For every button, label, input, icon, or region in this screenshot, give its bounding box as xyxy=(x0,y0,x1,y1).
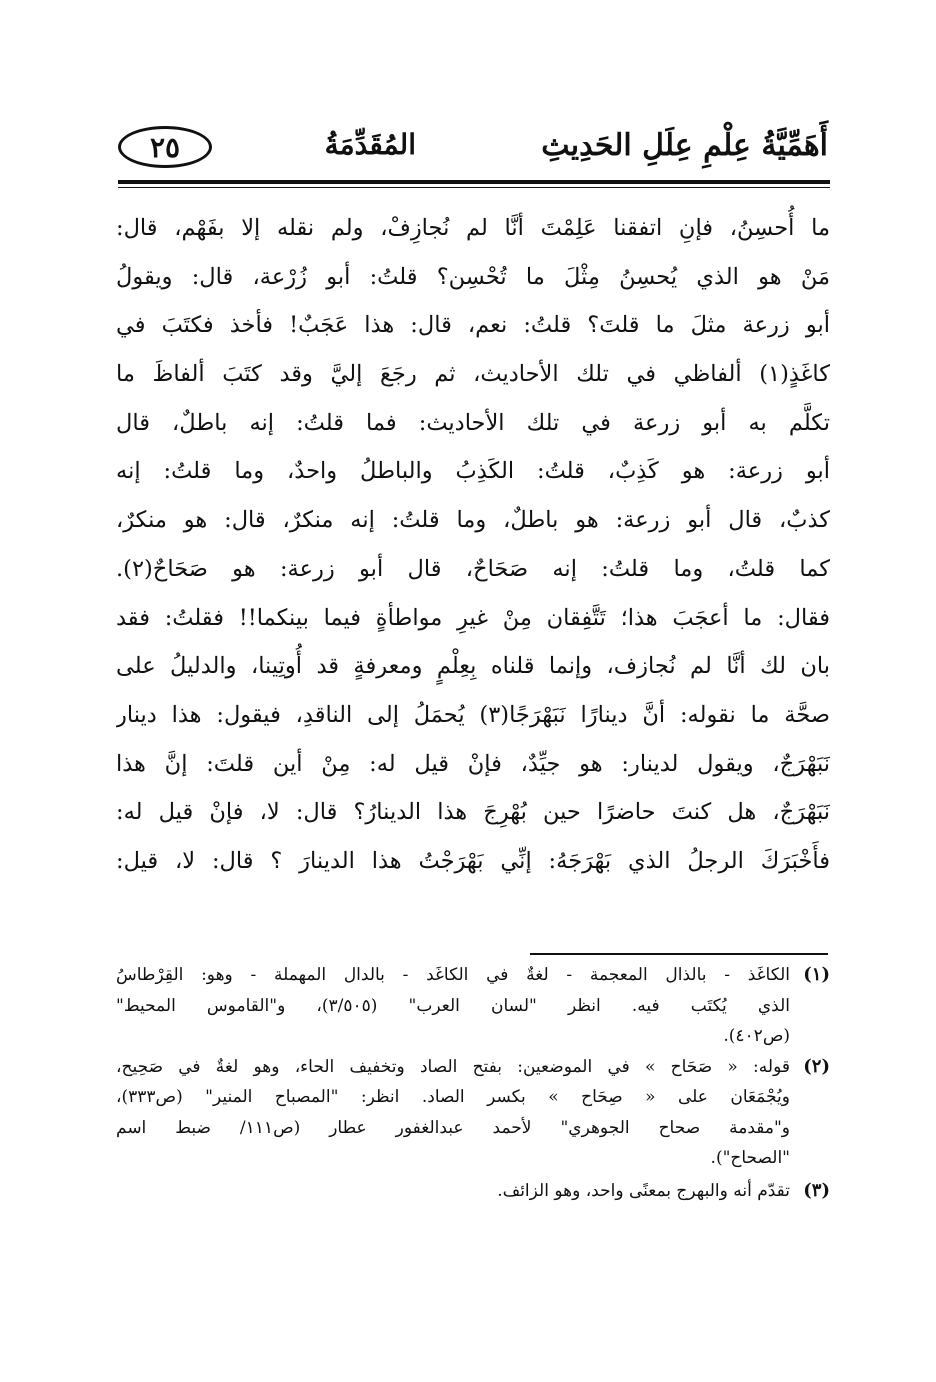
text-line: نَبَهْرَجٌ، هل كنتَ حاضرًا حين بُهْرِجَ هذا الدينارُ؟ قال: لا، فإنْ قيل له: xyxy=(116,799,830,826)
footnote-1 xyxy=(116,960,830,1052)
running-title: أَهَمِّيَّةُ عِلْمِ عِلَلِ الحَدِيثِ xyxy=(541,128,828,163)
text-line: صحَّة ما نقوله: أنَّ دينارًا نَبَهْرَجًا(٣) يُحمَلُ إلى الناقدِ، فيقول: هذا دينار xyxy=(116,701,830,728)
section-name: المُقَدِّمَةُ xyxy=(324,128,416,161)
footnote-marker: (٢) xyxy=(803,1055,830,1077)
header-rule-thin xyxy=(118,187,830,188)
footnote-3 xyxy=(116,1174,830,1208)
footnote-line: قوله: « صَحَاح » في الموضعين: بفتح الصاد وتخفيف الحاء، وهو لغةٌ في صَحِيح، xyxy=(116,1056,790,1077)
text-line: كما قلتُ، وما قلتُ: إنه صَحَاحٌ، قال أبو زرعة: هو صَحَاحٌ(٢). xyxy=(116,555,830,582)
footnote-line: الذي يُكتَب فيه. انظر "لسان العرب" (٣/٥٠٥)، و"القاموس المحيط" xyxy=(116,995,790,1016)
footnote-line: (ص٤٠٢). xyxy=(723,1026,790,1046)
text-line: ما أُحسِنُ، فإنِ اتفقنا عَلِمْتَ أنَّا لم نُجازِفْ، ولم نقله إلا بفَهْم، قال: xyxy=(116,215,830,241)
footnote-line: الكاغَذ - بالذال المعجمة - لغةٌ في الكاغَد - بالدال المهملة - وهو: القِرْطاسُ xyxy=(116,965,790,985)
text-line: أبو زرعة مثلَ ما قلتَ؟ قلتُ: نعم، قال: هذا عَجَبٌ! فأخذ فكتَبَ في xyxy=(116,312,830,339)
text-line: أبو زرعة: هو كَذِبٌ، قلتُ: الكَذِبُ والباطلُ واحدٌ، وما قلتُ: إنه xyxy=(116,458,830,485)
main-text xyxy=(116,204,830,886)
page-number: ٢٥ xyxy=(149,130,181,164)
text-line: مَنْ هو الذي يُحسِنُ مِثْلَ ما تُحْسِن؟ قلتُ: أبو زُرْعة، قال: ويقولُ xyxy=(116,263,830,290)
footnote-line: "الصحاح"). xyxy=(710,1148,790,1168)
text-line: بان لك أنَّا لم نُجازف، وإنما قلناه بِعِلْمٍ ومعرفةٍ قد أُوتِينا، والدليلُ على xyxy=(116,653,830,680)
footnote-divider xyxy=(530,953,828,955)
text-line: كذبٌ، قال أبو زرعة: هو باطلٌ، وما قلتُ: إنه منكرٌ، قال: هو منكرٌ، xyxy=(116,507,830,534)
footnote-marker: (٣) xyxy=(803,1179,830,1201)
page-number-badge xyxy=(118,126,212,168)
text-line: فأَخْبَرَكَ الرجلُ الذي بَهْرَجَهُ: إنِّي بَهْرَجْتُ هذا الدينارَ ؟ قال: لا، قيل: xyxy=(116,847,830,874)
header-rule-thick xyxy=(118,180,830,184)
text-line: كاغَذٍ(١) ألفاظي في تلك الأحاديث، ثم رجَعَ إليَّ وقد كتَبَ ألفاظَ ما xyxy=(116,361,830,388)
text-line: فقال: ما أعجَبَ هذا؛ تَتَّفِقان مِنْ غيرِ مواطأةٍ فيما بينكما!! فقلتُ: فقد xyxy=(116,604,830,631)
footnote-2 xyxy=(116,1052,830,1174)
footnotes xyxy=(116,960,830,1208)
text-line: نَبَهْرَجٌ، ويقول لدينار: هو جيِّدٌ، فإنْ قيل له: مِنْ أين قلتَ: إنَّ هذا xyxy=(116,750,830,777)
footnote-line: ويُجْمَعَان على « صِحَاح » بكسر الصاد. انظر: "المصباح المنير" (ص٣٣٣)، xyxy=(116,1087,790,1107)
text-line: تكلَّم به أبو زرعة في تلك الأحاديث: فما قلتُ: إنه باطلٌ، قال xyxy=(116,409,830,436)
page-header xyxy=(118,118,828,180)
footnote-line: تقدّم أنه والبهرج بمعنًى واحد، وهو الزائف. xyxy=(497,1180,790,1201)
footnote-marker: (١) xyxy=(803,964,830,985)
footnote-line: و"مقدمة صحاح الجوهري" لأحمد عبدالغفور عطار (ص١١١/ ضبط اسم xyxy=(116,1117,790,1138)
